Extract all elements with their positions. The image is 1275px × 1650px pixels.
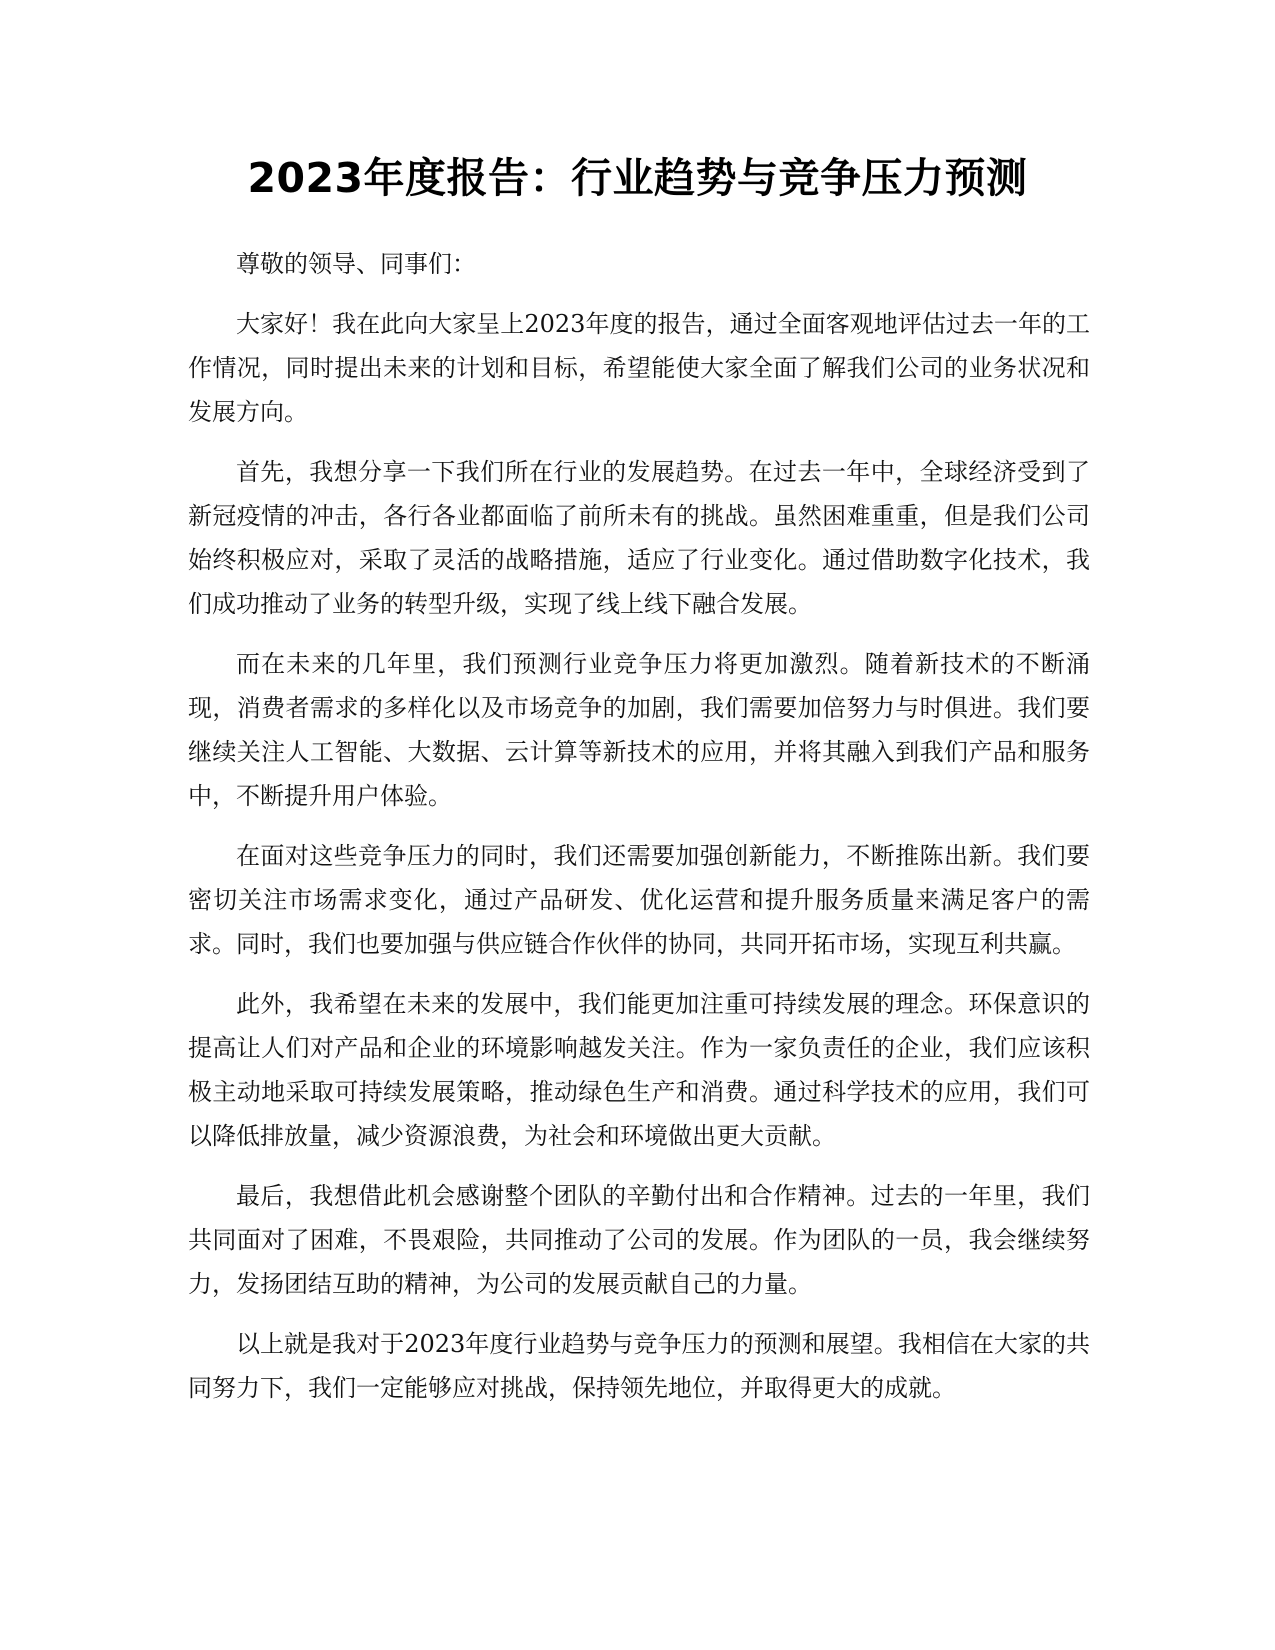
paragraph-sustainability: 此外，我希望在未来的发展中，我们能更加注重可持续发展的理念。环保意识的提高让人们对产品和企业的环境影响越发关注。作为一家负责任的企业，我们应该积极主动地采取可持续发展策略，推动绿色生产和消费。通过科学技术的应用，我们可以降低排放量，减少资源浪费，为社会和环境做出更大贡献。: [188, 990, 1090, 1150]
paragraph-thanks: 最后，我想借此机会感谢整个团队的辛勤付出和合作精神。过去的一年里，我们共同面对了困难，不畏艰险，共同推动了公司的发展。作为团队的一员，我会继续努力，发扬团结互助的精神，为公司的发展贡献自己的力量。: [188, 1182, 1090, 1298]
paragraph-innovation: 在面对这些竞争压力的同时，我们还需要加强创新能力，不断推陈出新。我们要密切关注市场需求变化，通过产品研发、优化运营和提升服务质量来满足客户的需求。同时，我们也要加强与供应链合作伙伴的协同，共同开拓市场，实现互利共赢。: [188, 842, 1090, 958]
document-body: [188, 242, 1090, 1426]
salutation: 尊敬的领导、同事们：: [236, 250, 476, 278]
document-title: 2023年度报告：行业趋势与竞争压力预测: [247, 154, 1028, 202]
paragraph-industry-trend: 首先，我想分享一下我们所在行业的发展趋势。在过去一年中，全球经济受到了新冠疫情的冲击，各行各业都面临了前所未有的挑战。虽然困难重重，但是我们公司始终积极应对，采取了灵活的战略措施，适应了行业变化。通过借助数字化技术，我们成功推动了业务的转型升级，实现了线上线下融合发展。: [188, 458, 1090, 618]
paragraph-greeting: 大家好！我在此向大家呈上2023年度的报告，通过全面客观地评估过去一年的工作情况，同时提出未来的计划和目标，希望能使大家全面了解我们公司的业务状况和发展方向。: [188, 310, 1090, 426]
paragraph-future-competition: 而在未来的几年里，我们预测行业竞争压力将更加激烈。随着新技术的不断涌现，消费者需求的多样化以及市场竞争的加剧，我们需要加倍努力与时俱进。我们要继续关注人工智能、大数据、云计算等新技术的应用，并将其融入到我们产品和服务中，不断提升用户体验。: [188, 650, 1090, 810]
paragraph-conclusion: 以上就是我对于2023年度行业趋势与竞争压力的预测和展望。我相信在大家的共同努力下，我们一定能够应对挑战，保持领先地位，并取得更大的成就。: [188, 1330, 1090, 1402]
